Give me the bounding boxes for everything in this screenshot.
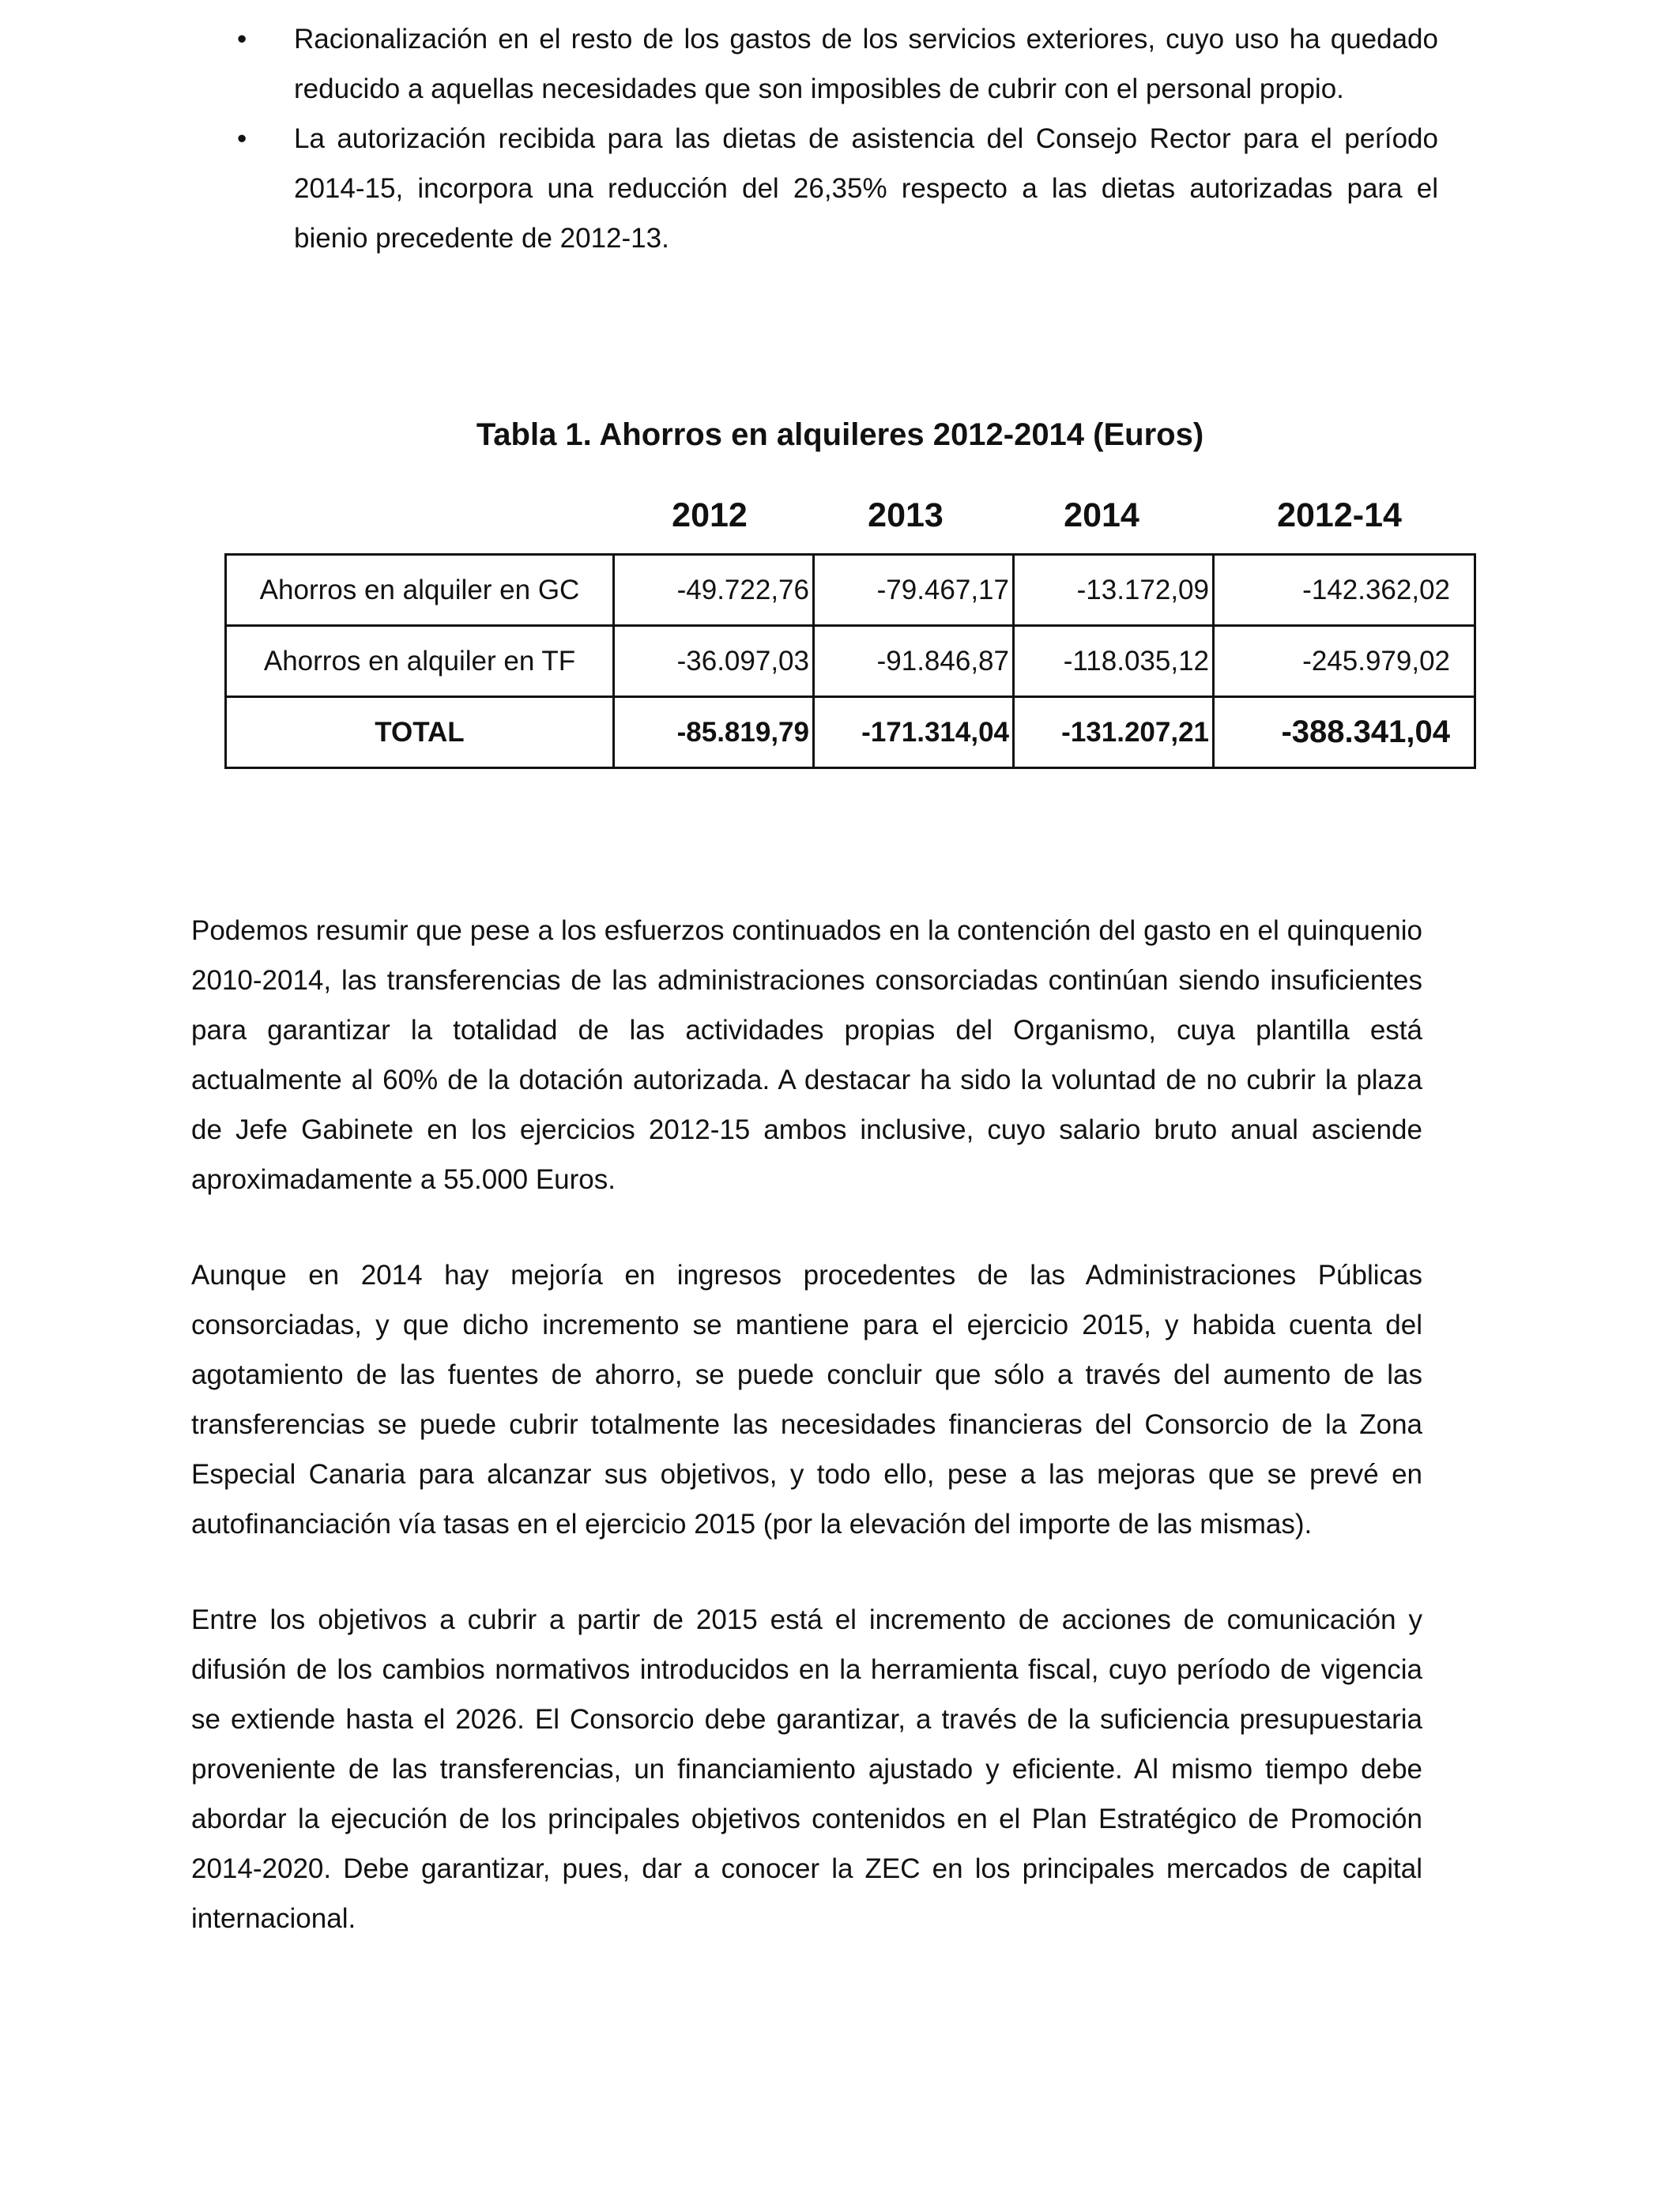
cell-value: -49.722,76 — [614, 555, 814, 626]
paragraph-summary: Podemos resumir que pese a los esfuerzos continuados en la contención del gasto en el quinquenio 2010-2014, las transferencias de las administraciones consorciadas continúan siendo insuficientes para garantizar la totalidad de las actividades propias del Organismo, cuya plantilla está actualmente al 60% de la dotación autorizada. A destacar ha sido la voluntad de no cubrir la plaza de Jefe Gabinete en los ejercicios 2012-15 ambos inclusive, cuyo salario bruto anual asciende aproximadamente a 55.000 Euros. — [191, 915, 1422, 1195]
cell-value: -142.362,02 — [1214, 555, 1475, 626]
table-row — [226, 626, 1475, 697]
table-title: Tabla 1. Ahorros en alquileres 2012-2014 (Euros) — [476, 417, 1204, 452]
column-header-2014: 2014 — [1064, 496, 1139, 534]
cell-value-total: -171.314,04 — [814, 697, 1014, 768]
savings-table — [224, 553, 1476, 769]
table-total-row — [226, 697, 1475, 768]
column-header-2012: 2012 — [672, 496, 748, 534]
bullet-item — [237, 114, 1438, 263]
row-label-total: TOTAL — [226, 697, 614, 768]
table-row — [226, 555, 1475, 626]
table-column-headers — [0, 496, 1680, 544]
cell-value: -91.846,87 — [814, 626, 1014, 697]
bullet-text: Racionalización en el resto de los gastos de los servicios exteriores, cuyo uso ha quedado reducido a aquellas necesidades que son imposibles de cubrir con el personal propio. — [294, 24, 1438, 104]
bullet-item — [237, 14, 1438, 114]
bullet-glyph: • — [237, 24, 247, 55]
bullet-text: La autorización recibida para las dietas de asistencia del Consejo Rector para el período 2014-15, incorpora una reducción del 26,35% respecto a las dietas autorizadas para el bienio precedente de 2012-13. — [294, 123, 1438, 254]
paragraph-objectives: Entre los objetivos a cubrir a partir de 2015 está el incremento de acciones de comunicación y difusión de los cambios normativos introducidos en la herramienta fiscal, cuyo período de vigencia se extiende hasta el 2026. El Consorcio debe garantizar, a través de la suficiencia presupuestaria proveniente de las transferencias, un financiamiento ajustado y eficiente. Al mismo tiempo debe abordar la ejecución de los principales objetivos contenidos en el Plan Estratégico de Promoción 2014-2020. Debe garantizar, pues, dar a conocer la ZEC en los principales mercados de capital internacional. — [191, 1604, 1422, 1934]
cell-value-total: -131.207,21 — [1014, 697, 1214, 768]
paragraph-income: Aunque en 2014 hay mejoría en ingresos procedentes de las Administraciones Públicas consorciadas, y que dicho incremento se mantiene para el ejercicio 2015, y habida cuenta del agotamiento de las fuentes de ahorro, se puede concluir que sólo a través del aumento de las transferencias se puede cubrir totalmente las necesidades financieras del Consorcio de la Zona Especial Canaria para alcanzar sus objetivos, y todo ello, pese a las mejoras que se prevé en autofinanciación vía tasas en el ejercicio 2015 (por la elevación del importe de las mismas). — [191, 1260, 1422, 1540]
cell-value: -118.035,12 — [1014, 626, 1214, 697]
cell-value: -36.097,03 — [614, 626, 814, 697]
column-header-2012-14: 2012-14 — [1277, 496, 1402, 534]
cell-value: -79.467,17 — [814, 555, 1014, 626]
cell-value: -13.172,09 — [1014, 555, 1214, 626]
column-header-2013: 2013 — [868, 496, 944, 534]
row-label: Ahorros en alquiler en TF — [226, 626, 614, 697]
cell-value-total: -85.819,79 — [614, 697, 814, 768]
bullet-list — [237, 14, 1438, 263]
cell-value: -245.979,02 — [1214, 626, 1475, 697]
bullet-glyph: • — [237, 123, 247, 154]
grand-total-value: -388.341,04 — [1214, 697, 1475, 768]
row-label: Ahorros en alquiler en GC — [226, 555, 614, 626]
